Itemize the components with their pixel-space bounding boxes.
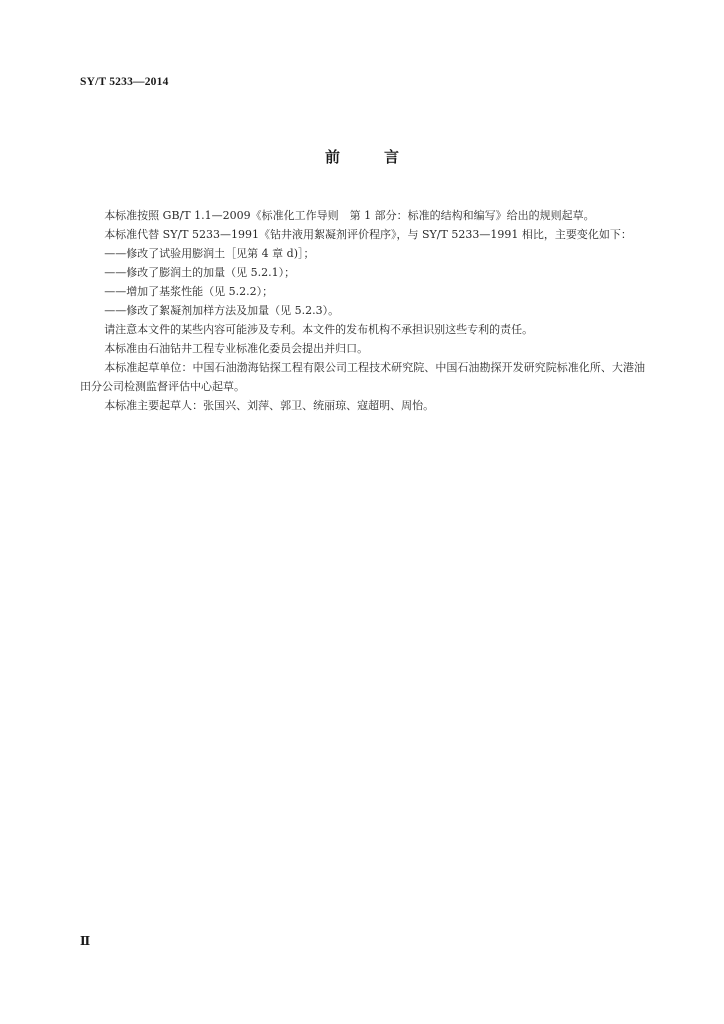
title-char-1: 前 xyxy=(324,148,340,166)
paragraph-replacement: 本标准代替 SY/T 5233—1991《钻井液用絮凝剂评价程序》，与 SY/T 5233—1991 相比，主要变化如下： xyxy=(104,228,632,241)
paragraph-drafting-rules: 本标准按照 GB/T 1.1—2009《标准化工作导则 第 1 部分：标准的结构和编写》给出的规则起草。 xyxy=(104,209,595,222)
title-char-2: 言 xyxy=(384,148,400,166)
change-item: ——修改了膨润土的加量（见 5.2.1）； xyxy=(104,266,296,279)
page-number: Ⅱ xyxy=(80,934,91,948)
section-title xyxy=(0,146,724,167)
document-code-header: SY/T 5233—2014 xyxy=(80,76,169,88)
change-item: ——增加了基浆性能（见 5.2.2）； xyxy=(104,285,274,298)
paragraph-drafters: 本标准主要起草人：张国兴、刘萍、郭卫、统丽琼、寇超明、周怡。 xyxy=(104,399,435,412)
change-item: ——修改了絮凝剂加样方法及加量（见 5.2.3）。 xyxy=(104,304,340,317)
paragraph-drafting-units: 本标准起草单位：中国石油渤海钻探工程有限公司工程技术研究院、中国石油勘探开发研究院标准化所、大港油田分公司检测监督评估中心起草。 xyxy=(80,361,645,393)
paragraph-proposer: 本标准由石油钻井工程专业标准化委员会提出并归口。 xyxy=(104,342,369,355)
change-item: ——修改了试验用膨润土［见第 4 章 d)］； xyxy=(104,247,315,260)
paragraph-patent-notice: 请注意本文件的某些内容可能涉及专利。本文件的发布机构不承担识别这些专利的责任。 xyxy=(104,323,534,336)
foreword-body xyxy=(80,206,645,415)
